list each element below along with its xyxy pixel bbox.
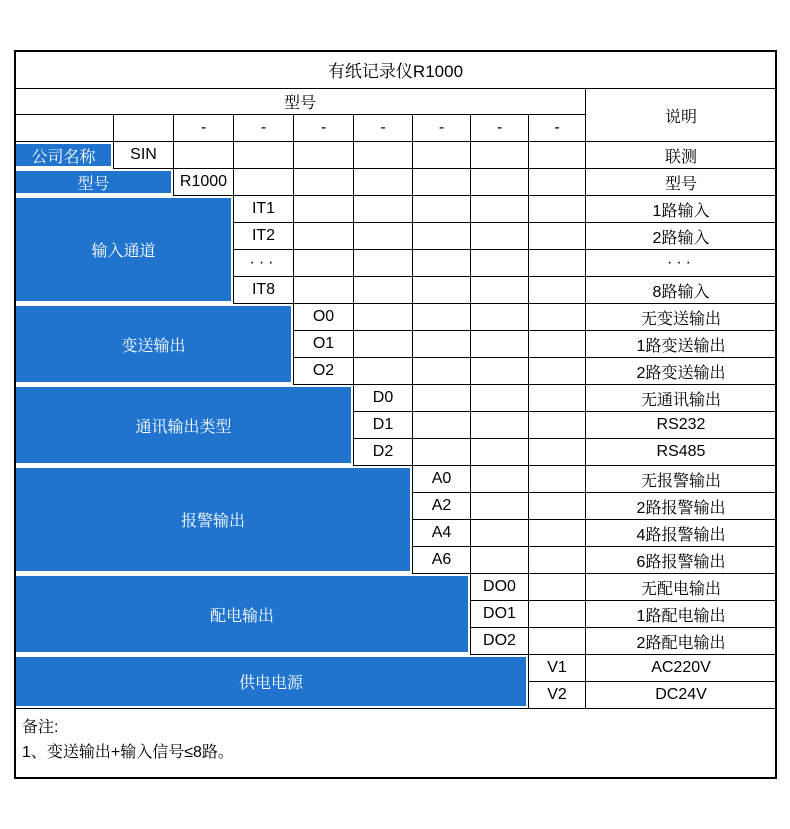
empty-cell <box>293 141 354 169</box>
empty-cell <box>528 492 586 520</box>
empty-cell <box>528 276 586 304</box>
desc-cell: 2路配电输出 <box>585 627 777 655</box>
empty-cell <box>173 141 234 169</box>
empty-cell <box>412 249 471 277</box>
empty-cell <box>470 222 529 250</box>
empty-cell <box>470 168 529 196</box>
empty-cell <box>528 627 586 655</box>
empty-cell <box>412 330 471 358</box>
empty-cell <box>528 249 586 277</box>
code-cell-d0: D0 <box>353 384 413 412</box>
empty-cell <box>470 411 529 439</box>
desc-cell: 无通讯输出 <box>585 384 777 412</box>
code-cell-o2: O2 <box>293 357 354 385</box>
empty-cell <box>528 303 586 331</box>
code-cell-a0: A0 <box>412 465 471 493</box>
empty-cell <box>293 276 354 304</box>
empty-cell <box>470 465 529 493</box>
desc-cell: 2路输入 <box>585 222 777 250</box>
empty-cell <box>470 546 529 574</box>
dash-cell: - <box>293 114 354 142</box>
desc-cell: 1路配电输出 <box>585 600 777 628</box>
code-cell-d2: D2 <box>353 438 413 466</box>
category-cell-input-channels: 输入通道 <box>14 196 233 303</box>
category-cell-power-supply: 供电电源 <box>14 655 528 708</box>
empty-cell <box>528 384 586 412</box>
desc-cell: 型号 <box>585 168 777 196</box>
desc-cell: RS232 <box>585 411 777 439</box>
empty-cell <box>470 357 529 385</box>
desc-cell: RS485 <box>585 438 777 466</box>
empty-cell <box>14 114 114 142</box>
empty-cell <box>528 195 586 223</box>
code-cell-do0: DO0 <box>470 573 529 601</box>
code-cell-v2: V2 <box>528 681 586 709</box>
empty-cell <box>412 141 471 169</box>
model-header-cell: 型号 <box>14 88 586 115</box>
empty-cell <box>528 438 586 466</box>
empty-cell <box>353 141 413 169</box>
code-cell-sin: SIN <box>113 141 174 169</box>
code-cell-it2: IT2 <box>233 222 294 250</box>
empty-cell <box>412 222 471 250</box>
empty-cell <box>412 384 471 412</box>
description-header-cell: 说明 <box>585 88 777 142</box>
code-cell-ellipsis: ··· <box>233 249 294 277</box>
empty-cell <box>470 384 529 412</box>
empty-cell <box>353 357 413 385</box>
empty-cell <box>412 357 471 385</box>
dash-cell: - <box>528 114 586 142</box>
empty-cell <box>353 195 413 223</box>
code-cell-a2: A2 <box>412 492 471 520</box>
empty-cell <box>293 222 354 250</box>
category-cell-company-name: 公司名称 <box>14 142 113 168</box>
empty-cell <box>412 168 471 196</box>
code-cell-it8: IT8 <box>233 276 294 304</box>
category-cell-alarm-output: 报警输出 <box>14 466 412 573</box>
desc-cell: 6路报警输出 <box>585 546 777 574</box>
dash-cell: - <box>470 114 529 142</box>
code-cell-o1: O1 <box>293 330 354 358</box>
empty-cell <box>113 114 174 142</box>
empty-cell <box>528 141 586 169</box>
desc-cell: 1路输入 <box>585 195 777 223</box>
desc-cell: 2路报警输出 <box>585 492 777 520</box>
category-cell-distribution-output: 配电输出 <box>14 574 470 654</box>
dash-cell: - <box>412 114 471 142</box>
dash-cell: - <box>233 114 294 142</box>
empty-cell <box>412 411 471 439</box>
empty-cell <box>528 357 586 385</box>
desc-cell: 无配电输出 <box>585 573 777 601</box>
desc-cell: DC24V <box>585 681 777 709</box>
code-cell-r1000: R1000 <box>173 168 234 196</box>
empty-cell <box>412 303 471 331</box>
dash-cell: - <box>173 114 234 142</box>
empty-cell <box>528 168 586 196</box>
desc-cell: 无报警输出 <box>585 465 777 493</box>
empty-cell <box>528 330 586 358</box>
desc-cell: AC220V <box>585 654 777 682</box>
empty-cell <box>470 141 529 169</box>
code-cell-do2: DO2 <box>470 627 529 655</box>
empty-cell <box>470 438 529 466</box>
desc-cell: 4路报警输出 <box>585 519 777 547</box>
empty-cell <box>293 195 354 223</box>
dash-cell: - <box>353 114 413 142</box>
category-cell-comm-output-type: 通讯输出类型 <box>14 385 353 465</box>
empty-cell <box>470 330 529 358</box>
empty-cell <box>470 276 529 304</box>
empty-cell <box>233 141 294 169</box>
category-cell-model: 型号 <box>14 169 173 195</box>
desc-cell: 2路变送输出 <box>585 357 777 385</box>
empty-cell <box>293 168 354 196</box>
empty-cell <box>353 330 413 358</box>
code-cell-a4: A4 <box>412 519 471 547</box>
empty-cell <box>353 276 413 304</box>
empty-cell <box>470 195 529 223</box>
notes-heading: 备注: <box>22 719 59 736</box>
notes-cell <box>14 708 777 779</box>
empty-cell <box>233 168 294 196</box>
empty-cell <box>353 168 413 196</box>
empty-cell <box>528 546 586 574</box>
empty-cell <box>353 249 413 277</box>
empty-cell <box>528 519 586 547</box>
desc-cell: 联测 <box>585 141 777 169</box>
empty-cell <box>470 519 529 547</box>
empty-cell <box>470 303 529 331</box>
code-cell-a6: A6 <box>412 546 471 574</box>
model-selection-table <box>14 50 777 779</box>
desc-cell: 1路变送输出 <box>585 330 777 358</box>
empty-cell <box>293 249 354 277</box>
empty-cell <box>412 195 471 223</box>
code-cell-it1: IT1 <box>233 195 294 223</box>
empty-cell <box>528 465 586 493</box>
empty-cell <box>353 303 413 331</box>
code-cell-d1: D1 <box>353 411 413 439</box>
empty-cell <box>470 249 529 277</box>
code-cell-do1: DO1 <box>470 600 529 628</box>
desc-cell: 8路输入 <box>585 276 777 304</box>
empty-cell <box>470 492 529 520</box>
empty-cell <box>412 438 471 466</box>
empty-cell <box>528 600 586 628</box>
code-cell-o0: O0 <box>293 303 354 331</box>
table-title: 有纸记录仪R1000 <box>14 50 777 89</box>
desc-cell-ellipsis: ··· <box>585 249 777 277</box>
empty-cell <box>528 573 586 601</box>
notes-line: 1、变送输出+输入信号≤8路。 <box>22 744 234 761</box>
category-cell-transmit-output: 变送输出 <box>14 304 293 384</box>
empty-cell <box>528 222 586 250</box>
empty-cell <box>412 276 471 304</box>
empty-cell <box>353 222 413 250</box>
empty-cell <box>528 411 586 439</box>
code-cell-v1: V1 <box>528 654 586 682</box>
desc-cell: 无变送输出 <box>585 303 777 331</box>
